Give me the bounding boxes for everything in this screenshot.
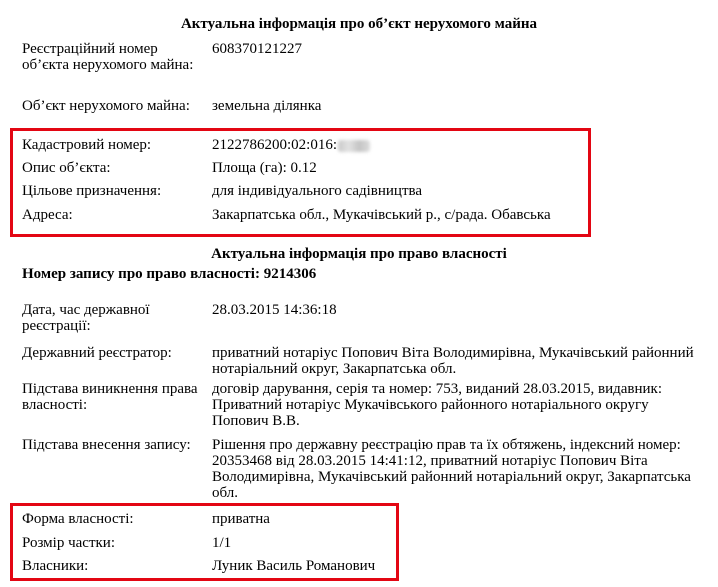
value-state-registrar: приватний нотаріус Попович Віта Володимирівна, Мукачівський районний нотаріальний округ, Закарпатська обл. (212, 345, 694, 377)
value-share-size: 1/1 (212, 535, 232, 551)
value-purpose: для індивідуального садівництва (212, 183, 423, 199)
highlight-box-property (10, 128, 591, 237)
label-property-object: Об’єкт нерухомого майна: (22, 98, 190, 114)
value-property-object: земельна ділянка (212, 98, 322, 114)
ownership-section-title: Актуальна інформація про право власності (211, 246, 507, 262)
label-record-basis: Підстава внесення запису: (22, 437, 191, 453)
label-address: Адреса: (22, 207, 73, 223)
value-ownership-basis: договір дарування, серія та номер: 753, виданий 28.03.2015, видавник: Приватний нотаріус Мукачівського районного нотаріального округу Попович В.В. (212, 381, 662, 429)
label-object-description: Опис об’єкта: (22, 160, 111, 176)
label-share-size: Розмір частки: (22, 535, 115, 551)
label-ownership-basis: Підстава виникнення права власності: (22, 381, 198, 413)
value-ownership-form: приватна (212, 511, 270, 527)
highlight-box-ownership (10, 503, 399, 581)
value-registration-date: 28.03.2015 14:36:18 (212, 302, 337, 318)
ownership-record-number: Номер запису про право власності: 9214306 (22, 266, 317, 282)
label-purpose: Цільове призначення: (22, 183, 162, 199)
value-address: Закарпатська обл., Мукачівський р., с/рада. Обавська (212, 207, 551, 223)
label-owners: Власники: (22, 558, 89, 574)
value-object-description: Площа (га): 0.12 (212, 160, 317, 176)
label-ownership-form: Форма власності: (22, 511, 134, 527)
value-registration-number: 608370121227 (212, 41, 302, 57)
property-section-title: Актуальна інформація про об’єкт нерухомого майна (180, 16, 538, 32)
label-registration-number: Реєстраційний номер об’єкта нерухомого майна: (22, 41, 194, 73)
label-cadastral-number: Кадастровий номер: (22, 137, 152, 153)
label-state-registrar: Державний реєстратор: (22, 345, 172, 361)
cadastral-number-text: 2122786200:02:016: (212, 137, 338, 153)
value-record-basis: Рішення про державну реєстрацію прав та їх обтяжень, індексний номер: 20353468 від 28.03.2015 14:41:12, приватний нотаріус Попович Віта Володимирівна, Мукачівський районний нотаріальний округ, Закарпатська обл. (212, 437, 691, 501)
label-registration-date: Дата, час державної реєстрації: (22, 302, 150, 334)
value-owners: Луник Василь Романович (212, 558, 376, 574)
